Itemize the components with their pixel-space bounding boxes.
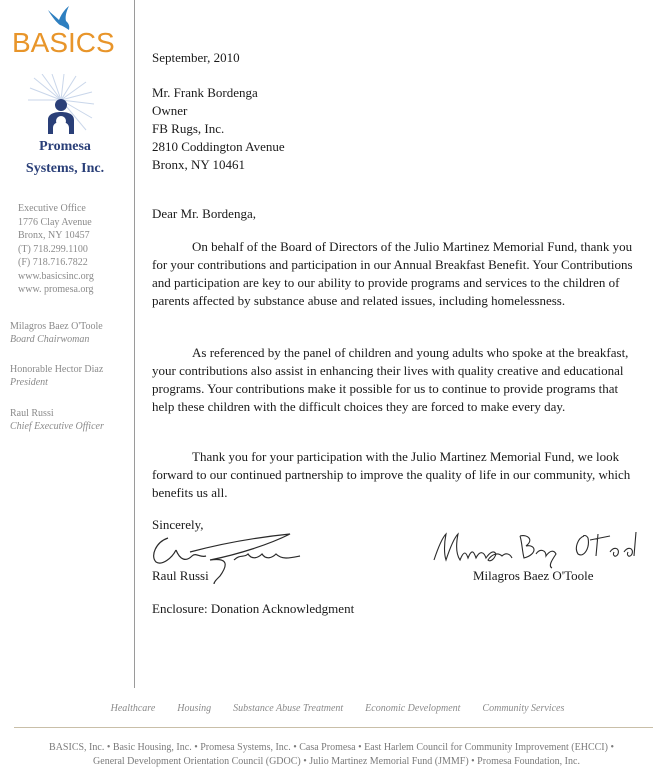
officer-title: President bbox=[10, 377, 48, 388]
recipient-company: FB Rugs, Inc. bbox=[152, 121, 225, 136]
sidebar-divider bbox=[134, 0, 135, 688]
promesa-person-icon bbox=[26, 74, 96, 142]
promesa-name-line1: Promesa bbox=[39, 139, 91, 154]
recipient-street: 2810 Coddington Avenue bbox=[152, 139, 285, 154]
signature-milagros-baez-otoole bbox=[428, 530, 638, 570]
office-street: 1776 Clay Avenue bbox=[18, 216, 92, 228]
affiliates-line-1: BASICS, Inc. • Basic Housing, Inc. • Promesa Systems, Inc. • Casa Promesa • East Harlem Council for Community Improvement (EHCCI) • bbox=[49, 742, 614, 753]
officer-name: Milagros Baez O'Toole bbox=[10, 321, 103, 332]
salutation: Dear Mr. Bordenga, bbox=[152, 206, 256, 221]
office-website-basics: www.basicsinc.org bbox=[18, 270, 94, 282]
basics-wordmark: BASICS bbox=[12, 27, 115, 58]
footer-divider bbox=[14, 727, 653, 728]
promesa-name-line2: Systems, Inc. bbox=[25, 161, 105, 176]
service-healthcare: Healthcare bbox=[110, 703, 156, 714]
affiliates-line-2: General Development Orientation Council (GDOC) • Julio Martinez Memorial Fund (JMMF) • Promesa Foundation, Inc. bbox=[93, 756, 580, 767]
service-housing: Housing bbox=[177, 703, 212, 714]
enclosure-note: Enclosure: Donation Acknowledgment bbox=[152, 601, 355, 616]
basics-logo bbox=[12, 6, 115, 58]
officer-president bbox=[10, 363, 103, 389]
officer-chairwoman bbox=[10, 320, 103, 346]
officer-title: Board Chairwoman bbox=[10, 334, 90, 345]
letterhead-sidebar bbox=[0, 0, 134, 690]
closing: Sincerely, bbox=[152, 517, 204, 532]
service-substance-abuse-treatment: Substance Abuse Treatment bbox=[233, 703, 344, 714]
body-paragraph-3: Thank you for your participation with the Julio Martinez Memorial Fund, we look forward to our continued partnership to improve the quality of life in our community, which benefits us all. bbox=[152, 449, 631, 500]
executive-office-address bbox=[18, 202, 94, 297]
office-city: Bronx, NY 10457 bbox=[18, 230, 90, 241]
service-community-services: Community Services bbox=[482, 703, 565, 714]
signer-name-2: Milagros Baez O'Toole bbox=[473, 568, 594, 583]
officer-name: Honorable Hector Diaz bbox=[10, 364, 104, 375]
signer-name-1: Raul Russi bbox=[152, 568, 209, 583]
office-website-promesa: www. promesa.org bbox=[18, 284, 94, 295]
office-phone: (T) 718.299.1100 bbox=[18, 243, 88, 255]
recipient-name: Mr. Frank Bordenga bbox=[152, 85, 258, 100]
office-fax: (F) 718.716.7822 bbox=[18, 257, 88, 268]
body-paragraph-1: On behalf of the Board of Directors of the Julio Martinez Memorial Fund, thank you for your contributions and participation in our Annual Breakfast Benefit. Your Contributions and participation are key to our ability to provide programs and services to the children of parents affected by substance abuse and related issues, including homelessness. bbox=[152, 239, 633, 308]
services-list bbox=[0, 703, 653, 714]
recipient-title: Owner bbox=[152, 103, 188, 118]
officer-name: Raul Russi bbox=[10, 408, 54, 419]
body-paragraph-2: As referenced by the panel of children and young adults who spoke at the breakfast, your contributions also assist in enhancing their lives with quality creative and educational programs. Your contributions make it possible for us to continue to provide programs that help these children with the difficult choices they are forced to make every day. bbox=[152, 345, 629, 414]
recipient-address bbox=[152, 84, 285, 174]
officer-ceo bbox=[10, 407, 104, 433]
recipient-city: Bronx, NY 10461 bbox=[152, 157, 246, 172]
service-economic-development: Economic Development bbox=[365, 703, 461, 714]
office-heading: Executive Office bbox=[18, 203, 86, 214]
letter-date: September, 2010 bbox=[152, 50, 240, 65]
officer-title: Chief Executive Officer bbox=[10, 421, 104, 432]
